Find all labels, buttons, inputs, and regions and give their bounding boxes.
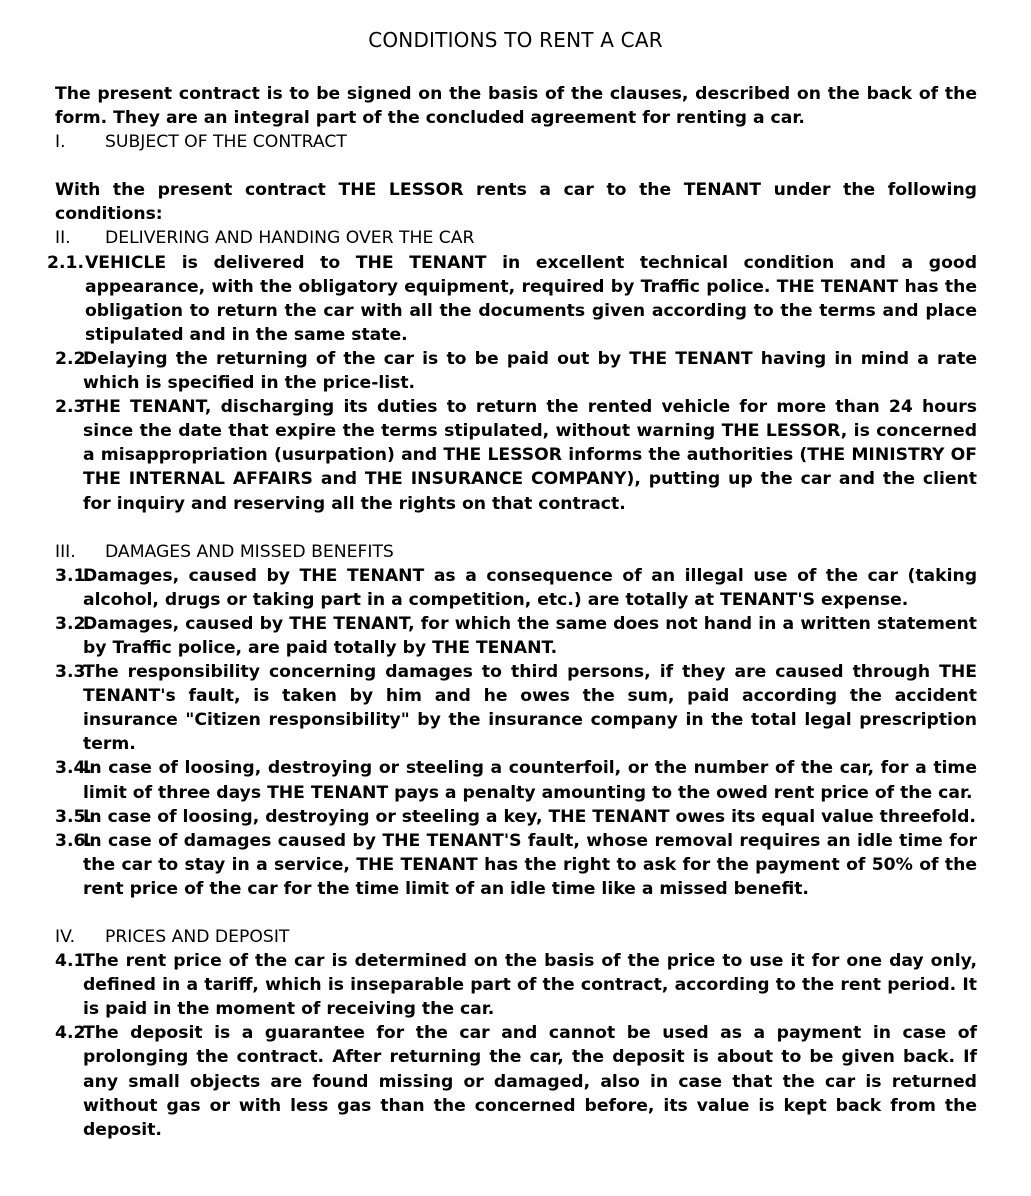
clause-4-2 <box>55 1021 977 1141</box>
section-heading-4 <box>55 925 977 949</box>
clause-text: The deposit is a guarantee for the car and cannot be used as a payment in case of prolonging the contract. After returning the car, the deposit is about to be given back. If any small objects are found missing or damaged, also in case that the car is returned without gas or with less gas than the concerned before, its value is kept back from the deposit. <box>83 1023 977 1140</box>
clause-3-6 <box>55 829 977 901</box>
clause-text: In case of loosing, destroying or steeling a counterfoil, or the number of the car, for a time limit of three days THE TENANT pays a penalty amounting to the owed rent price of the car. <box>83 758 977 803</box>
clause-text: Damages, caused by THE TENANT as a consequence of an illegal use of the car (taking alcohol, drugs or taking part in a competition, etc.) are totally at TENANT'S expense. <box>83 565 977 610</box>
clause-3-5 <box>55 805 977 829</box>
section-heading-3 <box>55 540 977 564</box>
clause-number: 2.2. <box>55 348 92 369</box>
section-heading-1 <box>55 130 977 154</box>
intro-paragraph: The present contract is to be signed on the basis of the clauses, described on the back of the form. They are an integral part of the concluded agreement for renting a car. <box>55 84 977 129</box>
section-number: IV. <box>55 927 76 947</box>
clause-3-1 <box>55 564 977 612</box>
section-heading-2 <box>55 226 977 250</box>
clause-text: The responsibility concerning damages to third persons, if they are caused through THE TENANT's fault, is taken by him and he owes the sum, paid according the accident insurance "Citizen responsibility" by the insurance company in the total legal prescription term. <box>83 662 977 755</box>
clause-number: 3.1. <box>55 565 92 586</box>
clause-4-1 <box>55 949 977 1021</box>
clause-text: The rent price of the car is determined on the basis of the price to use it for one day only, defined in a tariff, which is inseparable part of the contract, according to the rent period. It is paid in the moment of receiving the car. <box>83 951 977 1020</box>
clause-3-4 <box>55 756 977 804</box>
clause-text: In case of loosing, destroying or steeling a key, THE TENANT owes its equal value threefold. <box>83 806 976 827</box>
clause-number: 4.2. <box>55 1023 92 1044</box>
clause-number: 2.1. <box>47 252 84 273</box>
clause-text: In case of damages caused by THE TENANT'S fault, whose removal requires an idle time for the car to stay in a service, THE TENANT has the right to ask for the payment of 50% of the rent price of the car for the time limit of an idle time like a missed benefit. <box>83 830 977 899</box>
clause-number: 4.1. <box>55 951 92 972</box>
section-title: PRICES AND DEPOSIT <box>105 927 290 947</box>
clause-number: 2.3. <box>55 397 92 418</box>
section-number: II. <box>55 228 71 249</box>
clause-number: 3.4. <box>55 758 92 779</box>
clause-3-2 <box>55 612 977 660</box>
clause-number: 3.3. <box>55 662 92 683</box>
document-body <box>47 82 977 1142</box>
spacer <box>55 516 977 540</box>
clause-number: 3.6. <box>55 830 92 851</box>
section-title: DAMAGES AND MISSED BENEFITS <box>105 541 394 562</box>
clause-text: Delaying the returning of the car is to be paid out by THE TENANT having in mind a rate which is specified in the price-list. <box>83 348 977 394</box>
section-number: I. <box>55 132 66 153</box>
clause-number: 3.2. <box>55 613 92 634</box>
clause-2-3 <box>55 395 977 515</box>
spacer <box>55 901 977 925</box>
section-title: DELIVERING AND HANDING OVER THE CAR <box>105 228 475 249</box>
spacer <box>55 154 977 178</box>
clause-number: 3.5. <box>55 806 92 827</box>
clause-2-2 <box>55 347 977 395</box>
clause-text: VEHICLE is delivered to THE TENANT in excellent technical condition and a good appearance, with the obligatory equipment, required by Traffic police. THE TENANT has the obligation to return the car with all the documents given according to the terms and place stipulated and in the same state. <box>85 252 977 345</box>
section-1-text: With the present contract THE LESSOR rents a car to the TENANT under the following conditions: <box>55 180 977 225</box>
clause-2-1 <box>47 251 977 347</box>
section-number: III. <box>55 541 76 562</box>
clause-text: THE TENANT, discharging its duties to return the rented vehicle for more than 24 hours since the date that expire the terms stipulated, without warning THE LESSOR, is concerned a misappropriation (usurpation) and THE LESSOR informs the authorities (THE MINISTRY OF THE INTERNAL AFFAIRS and THE INSURANCE COMPANY), putting up the car and the client for inquiry and reserving all the rights on that contract. <box>83 397 977 514</box>
clause-3-3 <box>55 660 977 756</box>
section-title: SUBJECT OF THE CONTRACT <box>105 132 347 153</box>
document-title: CONDITIONS TO RENT A CAR <box>368 28 663 52</box>
clause-text: Damages, caused by THE TENANT, for which the same does not hand in a written statement by Traffic police, are paid totally by THE TENANT. <box>83 613 977 658</box>
